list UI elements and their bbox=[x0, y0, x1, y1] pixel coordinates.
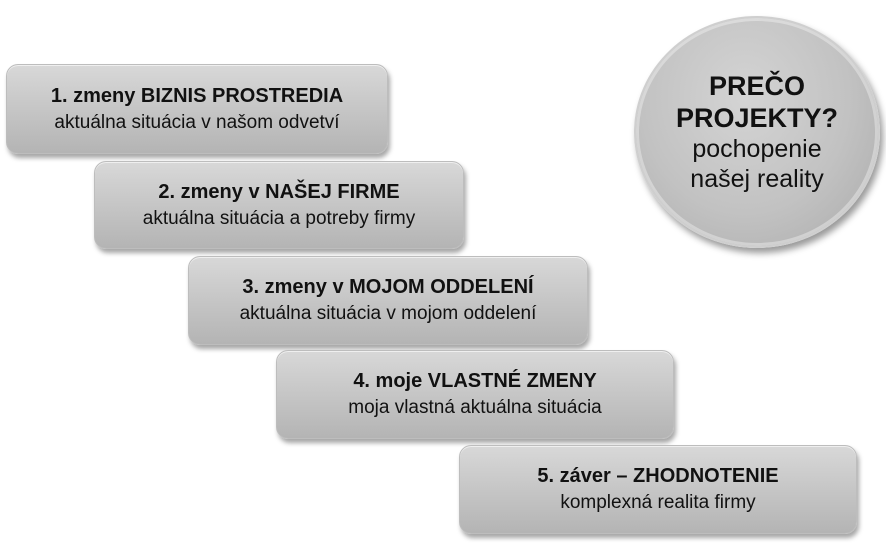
step-4-title: 4. moje VLASTNÉ ZMENY bbox=[353, 370, 597, 392]
step-3-subtitle: aktuálna situácia v mojom oddelení bbox=[239, 303, 537, 324]
step-4-subtitle: moja vlastná aktuálna situácia bbox=[348, 397, 602, 418]
step-1-box bbox=[6, 64, 388, 154]
step-5-title: 5. záver – ZHODNOTENIE bbox=[537, 465, 779, 487]
step-1-subtitle: aktuálna situácia v našom odvetví bbox=[54, 111, 340, 133]
step-2-box bbox=[94, 161, 464, 249]
step-2-title: 2. zmeny v NAŠEJ FIRME bbox=[158, 180, 400, 203]
why-projects-circle bbox=[634, 16, 880, 248]
circle-subtitle-line-1: pochopenie bbox=[692, 135, 822, 163]
step-1-title: 1. zmeny BIZNIS PROSTREDIA bbox=[50, 84, 344, 107]
step-2-subtitle: aktuálna situácia a potreby firmy bbox=[142, 207, 416, 229]
circle-title-line-1: PREČO bbox=[708, 71, 806, 101]
step-5-box bbox=[459, 445, 857, 534]
step-5-subtitle: komplexná realita firmy bbox=[560, 492, 756, 513]
step-4-box bbox=[276, 350, 674, 439]
step-3-title: 3. zmeny v MOJOM ODDELENÍ bbox=[242, 276, 534, 298]
step-3-box bbox=[188, 256, 588, 345]
circle-subtitle-line-2: našej reality bbox=[690, 165, 824, 193]
circle-title-line-2: PROJEKTY? bbox=[675, 103, 839, 133]
